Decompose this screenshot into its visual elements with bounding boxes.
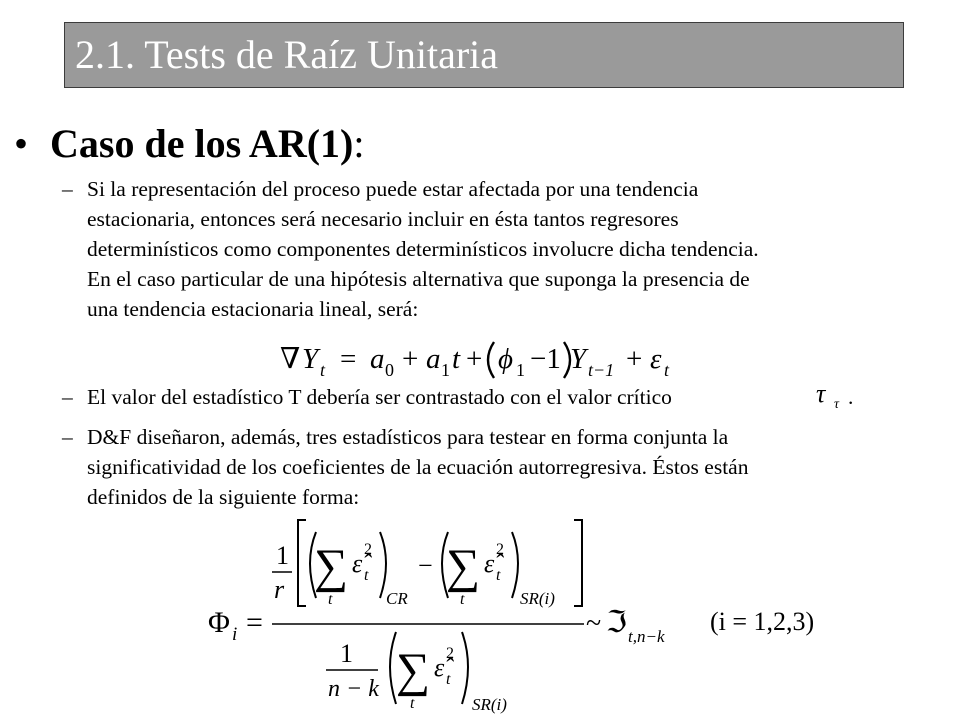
eq1-epsilon: ε — [650, 343, 662, 375]
eq1-a1: a — [426, 343, 441, 375]
bullet-heading — [50, 120, 364, 167]
eq1-phi: ϕ — [498, 343, 514, 375]
dash-icon: – — [62, 177, 73, 201]
sub-item-1-line-4: En el caso particular de una hipótesis alternativa que suponga la presencia de — [87, 267, 750, 291]
eq1-sub-t: t — [320, 360, 326, 380]
eq1-left-paren — [488, 342, 494, 378]
sum2-eps-hat: ε̂ — [484, 549, 495, 578]
phi-sub-i: i — [232, 624, 238, 645]
tau-sub: τ — [834, 397, 840, 412]
den-right-paren — [462, 632, 468, 704]
sub-item-1-line-2: estacionaria, entonces será necesario incluir en ésta tantos regresores — [87, 207, 679, 231]
eq1-plus-2: + — [466, 343, 483, 375]
eq1-plus-1: + — [402, 343, 419, 375]
eq1-plus-3: + — [626, 343, 643, 375]
sub-item-1-line-3: determinísticos como componentes determinísticos involucre dicha tendencia. — [87, 237, 759, 261]
sum1-sq: 2 — [364, 541, 372, 558]
den-n-minus-k: n − k — [328, 676, 379, 702]
sum2-symbol: ∑ — [446, 540, 481, 593]
den-sub-t: t — [446, 671, 451, 688]
sum2-sub-t: t — [496, 567, 501, 584]
nabla-symbol: ∇ — [280, 343, 301, 375]
phi-symbol: Φ — [208, 606, 230, 639]
num-r: r — [274, 575, 285, 604]
sum2-SR: SR(i) — [520, 589, 555, 608]
sum2-index: t — [460, 591, 465, 608]
den-sq: 2 — [446, 645, 454, 662]
eq1-sub-t-minus-1: t−1 — [588, 360, 615, 380]
eq1-sub-0: 0 — [385, 360, 394, 380]
den-sum-symbol: ∑ — [396, 644, 431, 697]
eq1-phi-sub-1: 1 — [516, 360, 525, 380]
num-right-bracket — [574, 520, 582, 606]
eq1-Y-lag: Y — [570, 343, 587, 375]
eq1-sub-1: 1 — [441, 360, 450, 380]
sub-item-2-line-1: El valor del estadístico T debería ser contrastado con el valor crítico — [87, 385, 672, 409]
sum1-eps-hat: ε̂ — [352, 549, 363, 578]
equation-phi-statistic — [200, 514, 840, 718]
eq1-t: t — [452, 343, 461, 375]
equation-trend-regression — [280, 334, 700, 384]
sum2-sq: 2 — [496, 541, 504, 558]
sub-item-2-trailing: . — [848, 385, 854, 409]
slide-title: 2.1. Tests de Raíz Unitaria — [75, 32, 499, 77]
sub-item-3-line-1: D&F diseñaron, además, tres estadísticos para testear en forma conjunta la — [87, 425, 729, 449]
sum1-CR: CR — [386, 589, 408, 608]
den-sum-index: t — [410, 695, 415, 712]
bullet-dot-icon: • — [14, 121, 29, 166]
tilde-symbol: ~ — [586, 608, 602, 639]
sum1-symbol: ∑ — [314, 540, 349, 593]
num-left-bracket — [298, 520, 306, 606]
sub-item-3-line-2: significatividad de los coeficientes de la ecuación autorregresiva. Éstos están — [87, 455, 749, 479]
sub-item-1-line-5: una tendencia estacionaria lineal, será: — [87, 297, 419, 321]
phi-equals: = — [246, 606, 263, 639]
dash-icon: – — [62, 385, 73, 409]
sum1-index: t — [328, 591, 333, 608]
sum1-sub-t: t — [364, 567, 369, 584]
tau-symbol: τ — [816, 379, 826, 408]
den-eps-hat: ε̂ — [434, 653, 445, 682]
F-symbol: ℑ — [606, 606, 627, 639]
slide-title-bar — [64, 22, 904, 88]
den-one: 1 — [340, 639, 353, 668]
bullet-heading-colon: : — [353, 121, 365, 166]
F-subscript: t,n−k — [628, 627, 665, 646]
eq1-a0: a — [370, 343, 385, 375]
eq1-equals: = — [340, 343, 357, 375]
bullet-heading-bold: Caso de los AR(1) — [50, 121, 354, 166]
eq1-minus-one: −1 — [530, 343, 561, 375]
sub-item-3-line-3: definidos de la siguiente forma: — [87, 485, 360, 509]
dash-icon: – — [62, 425, 73, 449]
den-SR: SR(i) — [472, 695, 507, 714]
sub-item-1-line-1: Si la representación del proceso puede estar afectada por una tendencia — [87, 177, 699, 201]
condition-i: (i = 1,2,3) — [710, 607, 815, 636]
sum2-right-paren — [512, 532, 518, 598]
num-one: 1 — [276, 541, 289, 570]
eq1-eps-sub-t: t — [664, 360, 670, 380]
eq1-Y: Y — [302, 343, 319, 375]
num-minus: − — [418, 551, 433, 580]
